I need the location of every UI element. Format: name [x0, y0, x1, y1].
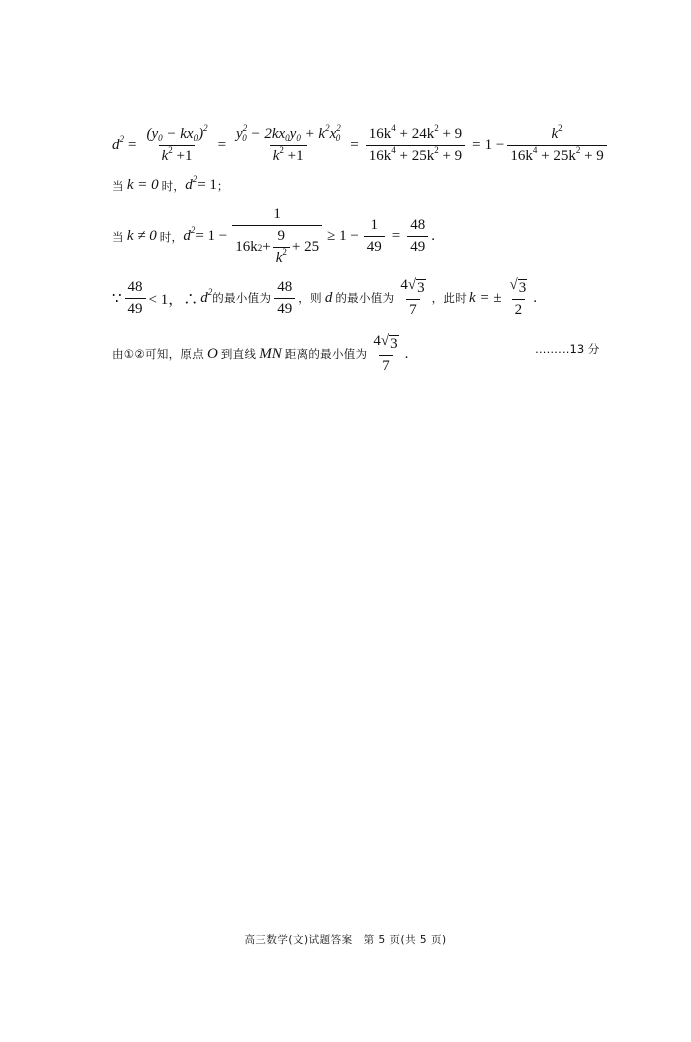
score-marker: ………13 分 — [535, 342, 600, 356]
when-suffix: 时， — [161, 178, 186, 193]
fraction-4: $\frac{k^2}{16k^4 + 25k^2 + 9}$ — [507, 126, 606, 165]
text-min-value: 的最小值为 — [212, 291, 272, 305]
d-symbol: $d^2$ — [183, 225, 196, 244]
origin-label: O — [207, 345, 218, 362]
fraction-sqrt3-over-2: √ 3 2 — [509, 277, 527, 318]
d-symbol: $d^2$ — [185, 174, 198, 193]
greater-equal: ≥ 1 − — [327, 228, 359, 244]
one-minus: = 1 − — [195, 228, 228, 244]
fraction-2: $\frac{y^2_0 - 2kx_0y_0 + k^2x^2_0}{k^2 +1}$ — [236, 123, 341, 164]
equals-sign: = — [217, 137, 227, 153]
period: . — [431, 228, 436, 244]
d-symbol: d — [324, 289, 333, 306]
equals-sign: = — [128, 137, 137, 153]
fraction-48-49: $\frac{48}{49}$ — [407, 217, 428, 256]
case-k-nonzero — [112, 206, 435, 267]
text-min-value: 的最小值为 — [335, 291, 395, 305]
equation-d-squared-expansion — [112, 123, 610, 165]
when-label: 当 — [112, 178, 124, 193]
less-than-one: < 1，∴ — [148, 291, 199, 308]
semicolon: ； — [216, 178, 229, 193]
line-mn-label: MN — [259, 345, 282, 362]
fraction-1-49: $\frac{1}{49}$ — [364, 217, 385, 256]
text-distance-min: 距离的最小值为 — [284, 347, 368, 361]
case-k-zero — [112, 174, 229, 194]
period: . — [404, 345, 409, 362]
fraction-bound: 1 16k 2 + $\frac{9}{k^2}$ + 25 — [232, 206, 322, 267]
fraction-3: $\frac{16k^4 + 24k^2 + 9}{16k^4 + 25k^2 + 9}$ — [366, 126, 465, 165]
k-value: k = ± — [469, 289, 502, 306]
condition-k-neq-0: k ≠ 0 — [126, 228, 157, 244]
text-from-results: 由①②可知，原点 — [112, 347, 205, 361]
period: . — [533, 289, 538, 306]
fraction-48-49: $\frac{48}{49}$ — [274, 279, 295, 318]
fraction-4-sqrt3-over-7: 4 √ 3 7 — [373, 333, 398, 374]
equals-sign: = — [350, 137, 359, 153]
equals-sign: = — [391, 228, 401, 244]
when-label: 当 — [112, 229, 124, 244]
d-symbol: $d^2$ — [200, 286, 213, 306]
fraction-1: $\frac{(y_0 - kx_0)^2}{k^2 +1}$ — [146, 123, 208, 164]
text-to-line: 到直线 — [220, 347, 257, 361]
d-symbol: $d^2$ — [112, 134, 124, 153]
final-conclusion — [112, 333, 408, 375]
fraction-4-sqrt3-over-7: 4 √ 3 7 — [400, 277, 425, 318]
one-minus: 1 − — [484, 137, 505, 153]
equals-sign: = — [472, 137, 481, 153]
result-value: = 1 — [197, 177, 217, 193]
page-footer: 高三数学(文)试题答案 第 5 页(共 5 页) — [244, 934, 447, 946]
minimum-conclusion — [112, 277, 537, 319]
because-symbol: ∵ — [112, 290, 122, 307]
text-then: ，则 — [298, 291, 322, 305]
condition-k-eq-0: k = 0 — [126, 177, 159, 193]
text-at-this-time: ，此时 — [431, 291, 468, 305]
fraction-48-49: $\frac{48}{49}$ — [125, 279, 146, 318]
when-suffix: 时， — [159, 229, 184, 244]
